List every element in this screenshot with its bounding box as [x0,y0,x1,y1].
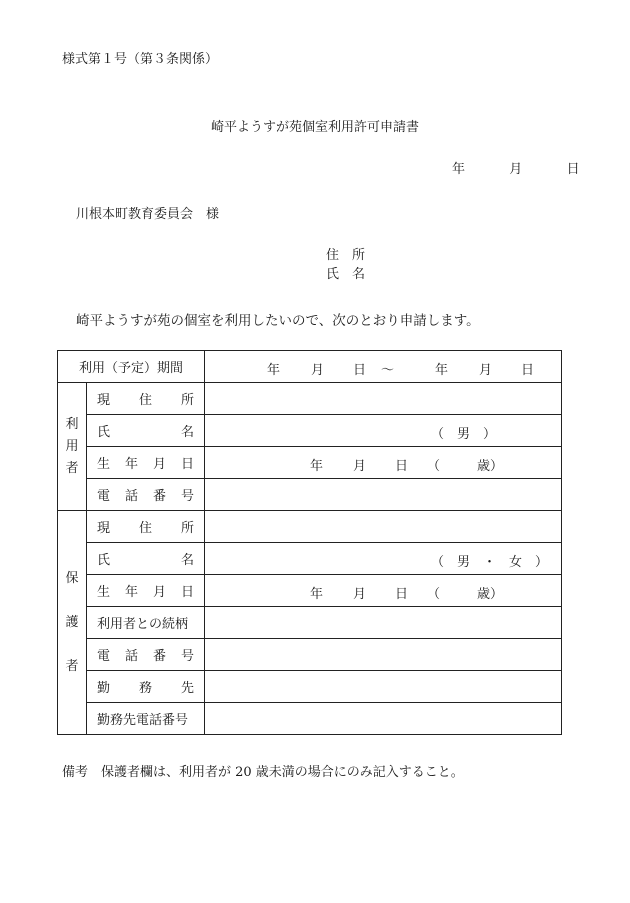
remarks-note: 備考 保護者欄は、利用者が 20 歳未満の場合にのみ記入すること。 [62,765,464,780]
applicant-name-label: 氏 名 [326,267,366,282]
addressee: 川根本町教育委員会 様 [76,207,220,222]
period-to-month: 月 [479,363,493,378]
period-to-day: 日 [521,363,535,378]
table-row-guardian-phone [58,639,562,671]
guardian-name-label: 氏 名 [87,543,205,575]
user-group-char: 用 [65,438,79,454]
period-from-month: 月 [311,363,325,378]
form-number: 様式第１号（第３条関係） [62,52,219,67]
guardian-age-close: 歳） [477,587,504,602]
user-name-label: 氏 名 [87,415,205,447]
period-label: 利用（予定）期間 [58,351,205,383]
table-row-guardian-birthdate [58,575,562,607]
period-from-year: 年 [267,363,281,378]
date-month: 月 [509,162,523,177]
guardian-relation-label: 利用者との続柄 [87,607,205,639]
table-row-guardian-address [58,511,562,543]
user-group-char: 者 [65,460,79,476]
guardian-workplace-field[interactable] [205,671,562,703]
date-day: 日 [566,162,580,177]
guardian-birth-year: 年 [310,587,324,602]
user-group-label [58,383,87,511]
guardian-birth-month: 月 [353,587,367,602]
table-row-user-phone [58,479,562,511]
guardian-work-phone-field[interactable] [205,703,562,735]
table-row-guardian-name [58,543,562,575]
document-title: 崎平ようすが苑個室利用許可申請書 [210,120,419,135]
table-row-user-birthdate [58,447,562,479]
guardian-name-field[interactable] [205,543,562,575]
user-phone-label: 電 話 番 号 [87,479,205,511]
table-row-guardian-workplace [58,671,562,703]
guardian-relation-field[interactable] [205,607,562,639]
period-tilde: ～ [381,363,395,378]
table-row-guardian-relation [58,607,562,639]
applicant-block [326,246,365,284]
user-birth-month: 月 [353,459,367,474]
guardian-gender: （ 男 ・ 女 ） [431,555,549,570]
user-age-close: 歳） [477,459,504,474]
period-to-year: 年 [435,363,449,378]
guardian-work-phone-label: 勤務先電話番号 [87,703,205,735]
guardian-group-label [58,511,87,735]
guardian-birthdate-field[interactable] [205,575,562,607]
user-gender: （ 男 ） [431,427,497,442]
application-date [452,158,580,177]
user-name-field[interactable] [205,415,562,447]
guardian-group-char: 者 [65,658,79,674]
applicant-address-label: 住 所 [326,248,366,263]
user-address-field[interactable] [205,383,562,415]
table-row-guardian-work-phone [58,703,562,735]
guardian-address-field[interactable] [205,511,562,543]
guardian-age-open: （ [427,587,441,602]
guardian-group-char: 護 [65,614,79,630]
user-birth-day: 日 [395,459,409,474]
guardian-address-label: 現 住 所 [87,511,205,543]
user-phone-field[interactable] [205,479,562,511]
guardian-workplace-label: 勤 務 先 [87,671,205,703]
period-field[interactable] [205,351,562,383]
guardian-phone-label: 電 話 番 号 [87,639,205,671]
period-from-day: 日 [353,363,367,378]
table-row-user-name [58,415,562,447]
user-birthdate-label: 生 年 月 日 [87,447,205,479]
user-group-char: 利 [65,416,79,432]
guardian-birth-day: 日 [395,587,409,602]
date-year: 年 [452,162,466,177]
user-birth-year: 年 [310,459,324,474]
guardian-phone-field[interactable] [205,639,562,671]
user-address-label: 現 住 所 [87,383,205,415]
table-row-period [58,351,562,383]
user-birthdate-field[interactable] [205,447,562,479]
table-row-user-address [58,383,562,415]
application-table [57,350,562,735]
user-age-open: （ [427,459,441,474]
request-statement: 崎平ようすが苑の個室を利用したいので、次のとおり申請します。 [76,313,480,329]
guardian-birthdate-label: 生 年 月 日 [87,575,205,607]
guardian-group-char: 保 [65,570,79,586]
